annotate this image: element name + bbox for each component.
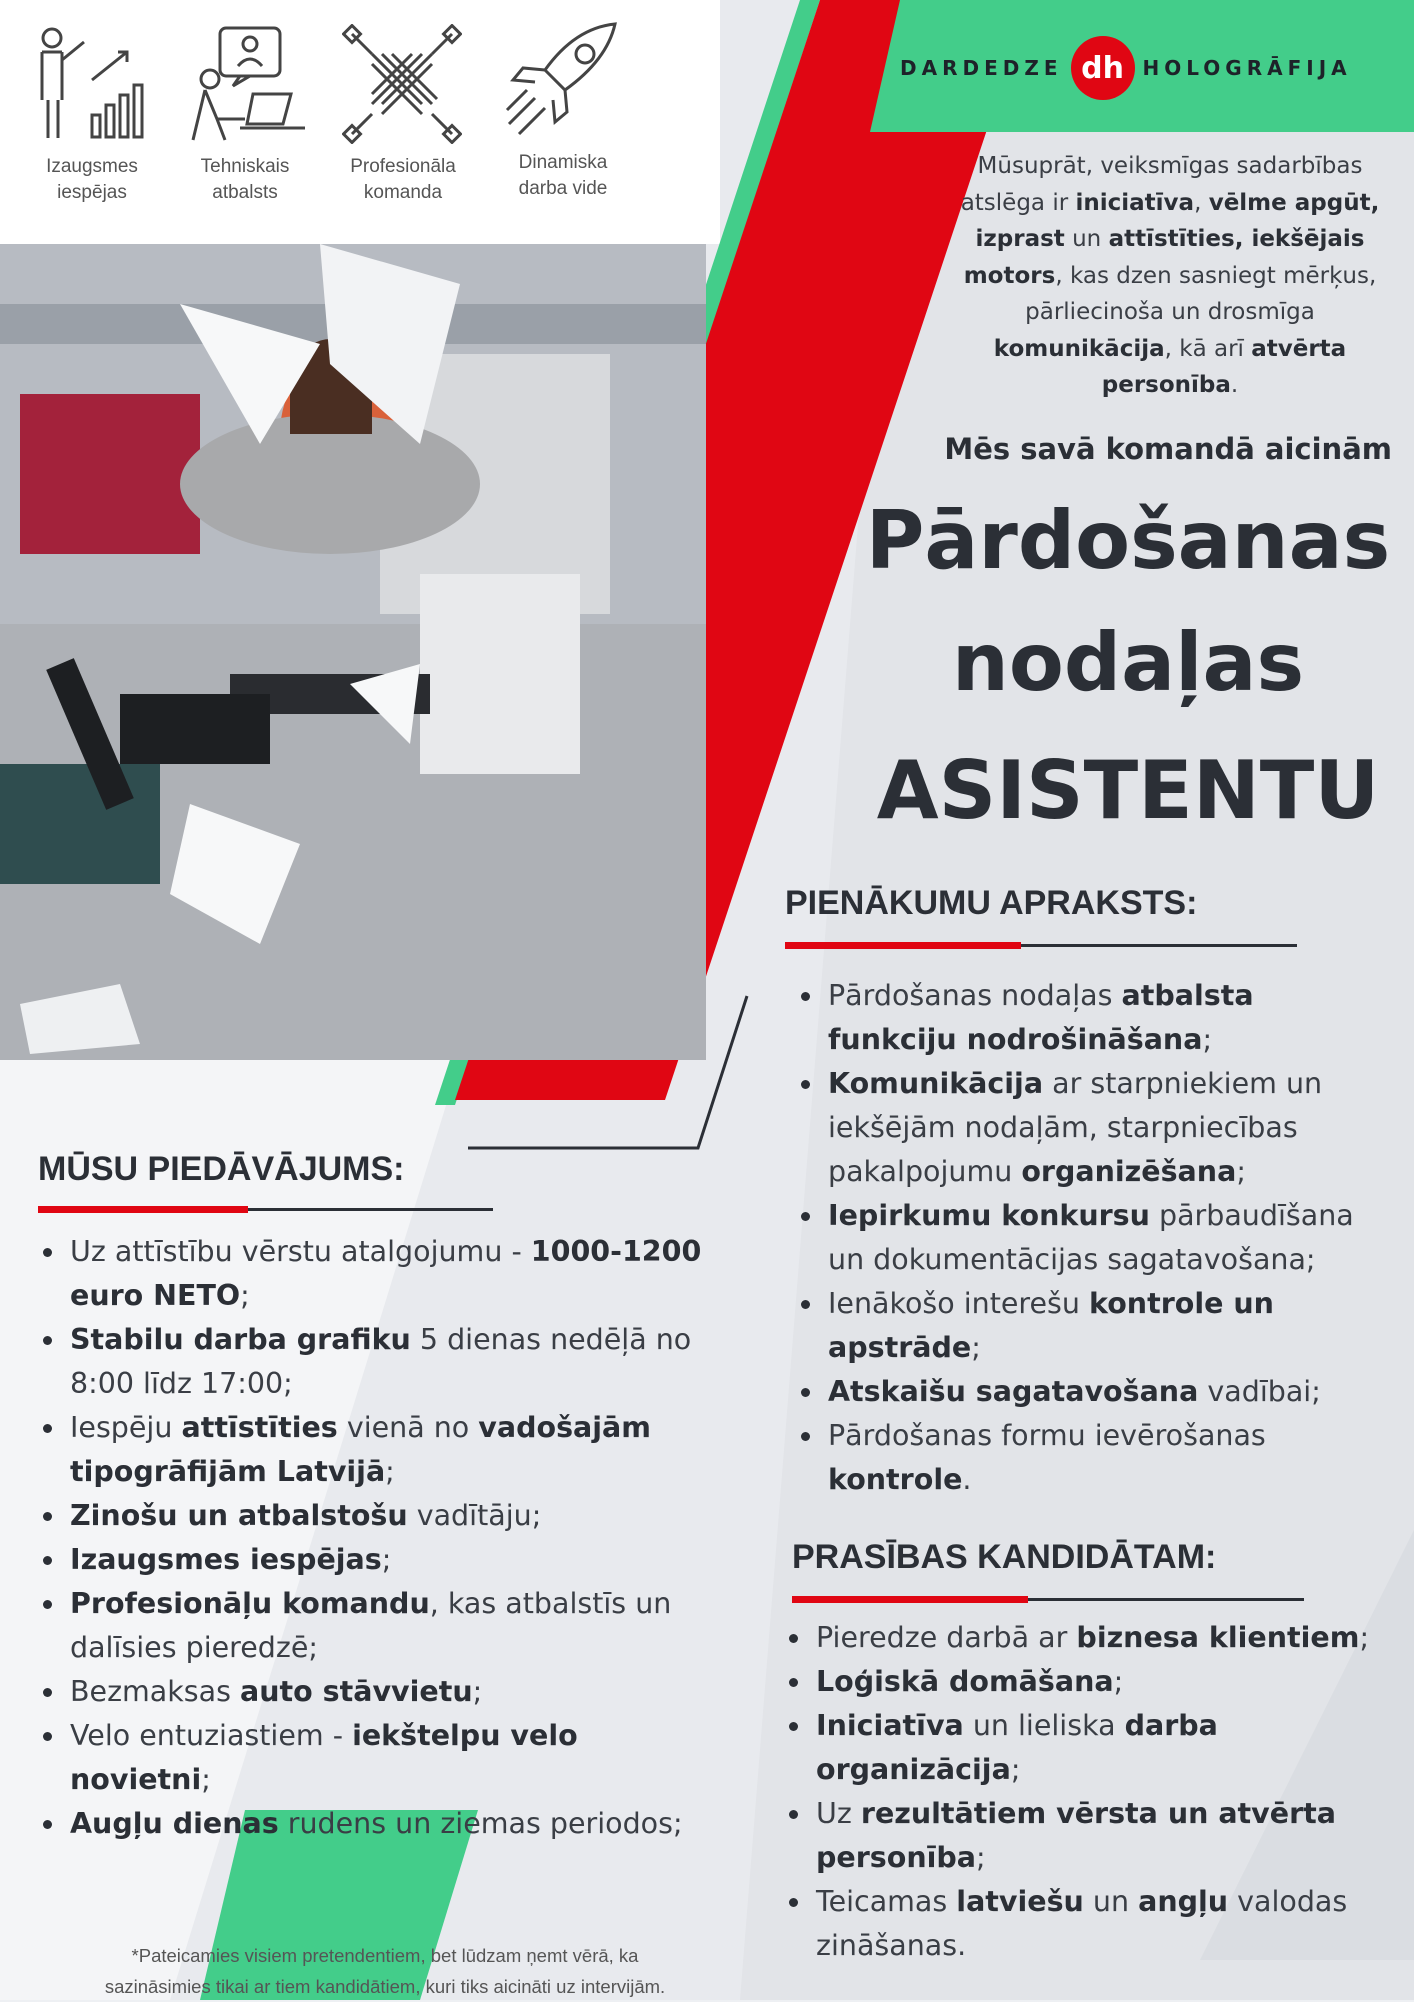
requirements-item-text: Teicamas — [816, 1885, 957, 1918]
offer-item-text: ; — [240, 1279, 250, 1312]
requirements-item — [784, 1704, 1384, 1792]
intro-bold: iniciatīva — [1075, 189, 1195, 216]
requirements-item-text: Iniciatīva — [816, 1709, 964, 1742]
duties-item-text: vadībai; — [1198, 1375, 1321, 1408]
intro-bold: atvērta personība — [1101, 335, 1347, 398]
offer-item-text: Augļu dienas — [70, 1807, 279, 1840]
duties-list — [796, 974, 1386, 1502]
tech-support-icon — [185, 24, 305, 144]
footnote — [30, 1940, 740, 2002]
offer-item-text: vadošajām tipogrāfijām Latvijā — [70, 1411, 651, 1488]
job-title-line-2: nodaļas — [951, 616, 1305, 709]
duties-item — [796, 1282, 1386, 1370]
requirements-item-text: ; — [1359, 1621, 1370, 1654]
offer-item — [38, 1318, 728, 1406]
duties-item-text: kontrole — [828, 1463, 963, 1496]
footnote-line-2: sazināsimies tikai ar tiem kandidātiem, kuri tiks aicināti uz intervijām. — [104, 1976, 666, 1997]
duties-item-text: Iepirkumu konkursu — [828, 1199, 1150, 1232]
logo-mark-text: dh — [1081, 50, 1124, 86]
duties-item-text: Pārdošanas nodaļas — [828, 979, 1122, 1012]
offer-item-text: iekštelpu velo novietni — [70, 1719, 578, 1796]
requirements-item — [784, 1792, 1384, 1880]
requirements-item-text: darba organizācija — [816, 1709, 1218, 1786]
requirements-heading: PRASĪBAS KANDIDĀTAM: — [792, 1538, 1217, 1576]
requirements-item-text: ; — [1010, 1753, 1021, 1786]
duties-item-text: ; — [1202, 1023, 1213, 1056]
requirements-item-text: latviešu — [956, 1885, 1084, 1918]
requirements-item — [784, 1660, 1384, 1704]
icon-label-support: Tehniskais atbalsts — [200, 156, 290, 203]
offer-underline — [38, 1208, 493, 1211]
duties-item-text: Komunikācija — [828, 1067, 1044, 1100]
growth-chart-icon — [32, 20, 152, 140]
offer-item-text: Bezmaksas — [70, 1675, 240, 1708]
requirements-item-text: angļu — [1138, 1885, 1229, 1918]
duties-item-text: ; — [1236, 1155, 1246, 1188]
intro-bold: vēlme apgūt, izprast — [975, 189, 1380, 252]
logo-name-right: HOLOGRĀFIJA — [1142, 56, 1352, 80]
offer-list — [38, 1230, 728, 1846]
intro-text: un — [1064, 226, 1109, 252]
offer-item — [38, 1230, 728, 1318]
intro-bold: attīstīties, iekšējais motors — [963, 226, 1365, 289]
intro-paragraph — [960, 148, 1380, 404]
offer-item-text: vadītāju; — [407, 1499, 542, 1532]
requirements-item-text: ; — [976, 1841, 986, 1874]
duties-item — [796, 1062, 1386, 1194]
footnote-line-1: *Pateicamies visiem pretendentiem, bet lūdzam ņemt vērā, ka — [131, 1945, 639, 1966]
team-hands-icon — [342, 24, 462, 144]
offer-item-text: ; — [381, 1543, 392, 1576]
duties-item — [796, 974, 1386, 1062]
offer-item-text: Zinošu un atbalstošu — [70, 1499, 408, 1532]
job-title — [858, 480, 1398, 852]
offer-item-text: Iespēju — [70, 1411, 182, 1444]
requirements-item-text: biznesa klientiem — [1076, 1621, 1360, 1654]
requirements-underline — [792, 1598, 1304, 1601]
duties-item-text: ; — [971, 1331, 981, 1364]
icon-label-dynamic: Dinamiska darba vide — [518, 152, 608, 199]
offer-item — [38, 1582, 728, 1670]
duties-item-text: atbalsta funkciju nodrošināšana — [828, 979, 1254, 1056]
company-logo — [900, 40, 1400, 96]
requirements-item-text: Uz — [816, 1797, 861, 1830]
logo-name-left: DARDEDZE — [900, 56, 1063, 80]
offer-item-text: ; — [201, 1763, 211, 1796]
duties-item — [796, 1414, 1386, 1502]
requirements-list — [784, 1616, 1384, 1968]
offer-heading: MŪSU PIEDĀVĀJUMS: — [38, 1150, 405, 1188]
offer-item-text: ; — [385, 1455, 395, 1488]
icon-label-team: Profesionāla komanda — [350, 156, 456, 203]
duties-item-text: organizēšana — [1021, 1155, 1237, 1188]
invite-line: Mēs savā komandā aicinām — [944, 432, 1392, 466]
intro-text: , — [1194, 189, 1209, 216]
requirements-item-text: rezultātiem vērsta un atvērta personība — [816, 1797, 1336, 1874]
offer-item-text: Uz attīstību vērstu atalgojumu - — [70, 1235, 531, 1268]
requirements-item-text: Loģiskā domāšana — [816, 1665, 1114, 1698]
offer-item-text: auto stāvvietu — [240, 1675, 473, 1708]
job-title-line-3: ASISTENTU — [876, 744, 1380, 837]
offer-item-text: Velo entuziastiem - — [70, 1719, 353, 1752]
offer-item-text: vienā no — [337, 1411, 479, 1444]
intro-bold: komunikācija — [993, 335, 1165, 362]
requirements-item — [784, 1616, 1384, 1660]
duties-item-text: . — [962, 1463, 972, 1496]
rocket-icon — [505, 20, 625, 140]
offer-item-text: attīstīties — [181, 1411, 338, 1444]
requirements-item-text: un — [1083, 1885, 1139, 1918]
offer-item — [38, 1494, 728, 1538]
icon-label-growth: Izaugsmes iespējas — [46, 156, 138, 203]
offer-item-text: Profesionāļu komandu — [70, 1587, 430, 1620]
requirements-item-text: valodas zināšanas. — [816, 1885, 1348, 1962]
requirements-item-text: ; — [1113, 1665, 1124, 1698]
team-photo — [0, 244, 706, 1060]
offer-item-text: rudens un ziemas periodos; — [278, 1807, 683, 1840]
offer-item — [38, 1714, 728, 1802]
offer-item-text: ; — [472, 1675, 483, 1708]
duties-item-text: Pārdošanas formu ievērošanas — [828, 1419, 1266, 1452]
offer-item-text: , kas atbalstīs un dalīsies pieredzē; — [70, 1587, 672, 1664]
duties-item-text: pārbaudīšana un dokumentācijas sagatavošana; — [828, 1199, 1354, 1276]
duties-heading: PIENĀKUMU APRAKSTS: — [785, 884, 1198, 922]
duties-item-text: kontrole un apstrāde — [828, 1287, 1274, 1364]
intro-text: Mūsuprāt, veiksmīgas sadarbības atslēga ir — [960, 153, 1363, 216]
requirements-item — [784, 1880, 1384, 1968]
offer-item-text: 1000-1200 euro NETO — [70, 1235, 702, 1312]
offer-item — [38, 1538, 728, 1582]
offer-item — [38, 1406, 728, 1494]
duties-item-text: Ienākošo interešu — [828, 1287, 1090, 1320]
duties-item — [796, 1370, 1386, 1414]
logo-mark — [1071, 36, 1135, 100]
duties-item-text: Atskaišu sagatavošana — [828, 1375, 1199, 1408]
intro-text: . — [1230, 372, 1239, 398]
intro-text: , kas dzen sasniegt mērķus, pārliecinoša un drosmīga — [1025, 262, 1377, 325]
requirements-item-text: un lieliska — [963, 1709, 1125, 1742]
offer-item-text: Izaugsmes iespējas — [70, 1543, 382, 1576]
offer-item — [38, 1802, 728, 1846]
duties-item-text: ar starpniekiem un iekšējām nodaļām, starpniecības pakalpojumu — [828, 1067, 1323, 1188]
offer-item-text: Stabilu darba grafiku — [70, 1323, 411, 1356]
job-title-line-1: Pārdošanas — [865, 494, 1391, 587]
intro-text: , kā arī — [1164, 335, 1252, 362]
duties-item — [796, 1194, 1386, 1282]
requirements-item-text: Pieredze darbā ar — [816, 1621, 1077, 1654]
offer-item-text: 5 dienas nedēļā no 8:00 līdz 17:00; — [70, 1323, 692, 1400]
duties-underline — [785, 944, 1297, 947]
offer-item — [38, 1670, 728, 1714]
